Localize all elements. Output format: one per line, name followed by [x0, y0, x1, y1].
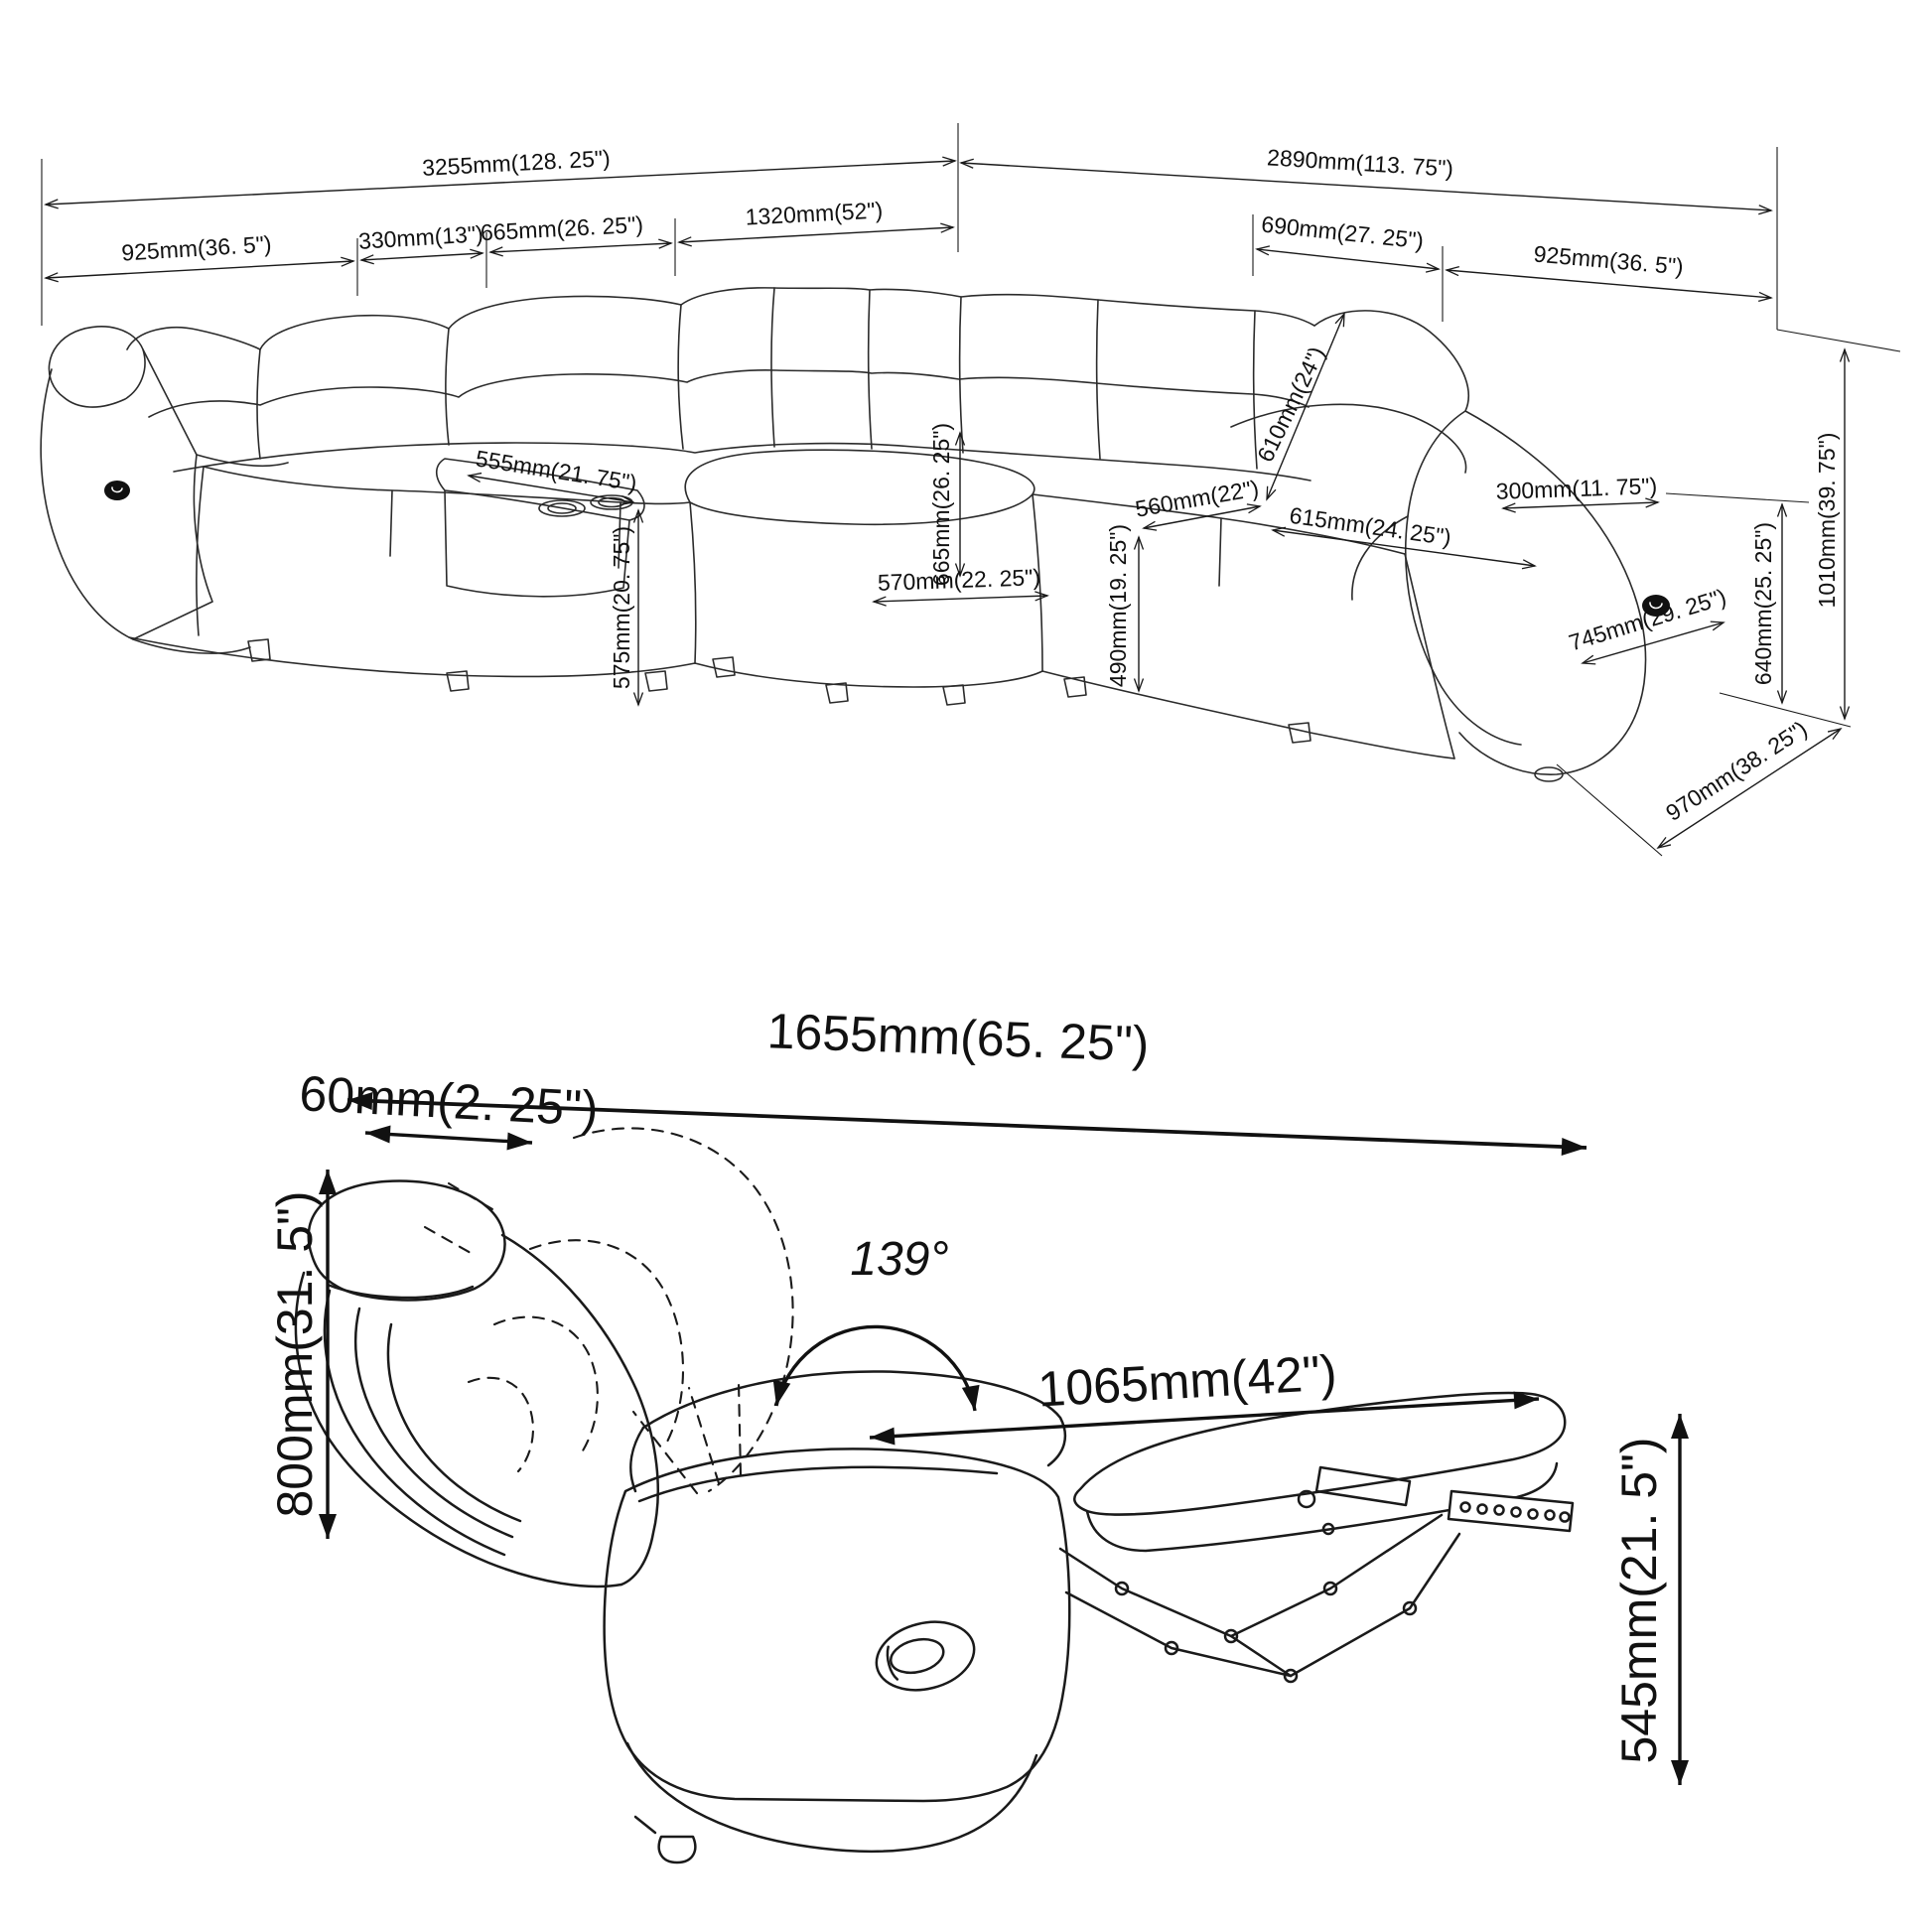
recliner-foot-glide: [659, 1837, 696, 1863]
dim-label-width-left-total: 3255mm(128. 25"): [421, 145, 612, 181]
recliner-arm-seam: [639, 1467, 997, 1501]
dim-label-console-width: 330mm(13"): [357, 220, 484, 254]
sofa-front-edge: [690, 502, 696, 663]
dim-label-overall-depth: 970mm(38. 25"): [1661, 715, 1812, 826]
dim-label-armrest-height: 640mm(25. 25"): [1750, 521, 1776, 686]
dim-label-right-seat-width: 615mm(24. 25"): [1288, 501, 1453, 551]
recliner-seat-cushion: [630, 1428, 643, 1491]
sofa-back-seam: [1097, 300, 1100, 459]
sofa-back-seam: [771, 288, 774, 447]
dim-label-wall-clearance: 60mm(2. 25"): [298, 1065, 600, 1137]
sofa-back-seam: [869, 290, 872, 449]
recliner-headrest: [309, 1180, 505, 1300]
recline-angle-arc: [776, 1326, 975, 1411]
dim-label-recline-angle: 139°: [850, 1233, 949, 1286]
dim-label-armrest-length: 745mm(29. 25"): [1566, 583, 1729, 656]
recliner-release-handle-icon: [870, 1612, 982, 1700]
dim-line: [361, 253, 483, 260]
sofa-front-edge: [1405, 554, 1454, 759]
dim-label-recliner-overall-height: 800mm(31. 5"): [267, 1190, 323, 1518]
sofa-back-top-edge: [127, 288, 1314, 349]
dim-label-right-arm-seat-width: 925mm(36. 5"): [1532, 240, 1685, 280]
dim-line: [1447, 270, 1771, 298]
recline-ghost-outlines: [425, 1128, 793, 1493]
dim-label-left-seat-width: 665mm(26. 25"): [480, 210, 644, 246]
recliner-diagram: [267, 1003, 1680, 1863]
dim-label-corner-seat-width: 570mm(22. 25"): [877, 564, 1041, 596]
power-button-icon: [104, 481, 130, 500]
dim-label-left-arm-seat-width: 925mm(36. 5"): [120, 230, 273, 266]
sectional-diagram: [41, 123, 1900, 856]
recliner-base-edge: [635, 1817, 655, 1833]
dim-label-armrest-width: 300mm(11. 75"): [1495, 473, 1658, 504]
dim-label-width-right-total: 2890mm(113. 75"): [1266, 144, 1454, 182]
dim-label-seat-depth: 560mm(22"): [1133, 475, 1261, 522]
dim-label-console-depth: 555mm(21. 75"): [474, 445, 639, 496]
dim-line: [365, 1133, 532, 1143]
dim-label-corner-seat-depth: 665mm(26. 25"): [928, 422, 954, 587]
sofa-midback-seam: [174, 443, 1311, 481]
sofa-back-seam: [960, 297, 963, 453]
sofa-cushion-divider: [1219, 518, 1221, 586]
recliner-arm-panel: [605, 1449, 1070, 1801]
recliner-dimension-lines: [328, 1100, 1680, 1785]
dim-line: [46, 261, 353, 278]
sofa-back-seam: [446, 329, 449, 445]
dim-line: [1503, 502, 1658, 508]
recliner-seat-cushion: [643, 1371, 1065, 1465]
dim-label-reclined-total-length: 1655mm(65. 25"): [765, 1003, 1151, 1072]
sofa-corner-seat: [685, 450, 1035, 524]
dim-label-overall-height: 1010mm(39. 75"): [1814, 432, 1840, 609]
sofa-base-corner: [695, 663, 1042, 687]
sectional-dimension-labels: [121, 144, 1840, 826]
dim-label-back-height-diagonal: 610mm(24"): [1251, 342, 1330, 467]
dim-label-console-height: 575mm(20. 75"): [609, 525, 634, 690]
dim-label-right-inner-width: 690mm(27. 25"): [1260, 210, 1426, 254]
dim-line: [874, 596, 1047, 602]
sofa-cushion-divider: [390, 490, 392, 556]
recliner-footrest-plate: [1449, 1491, 1573, 1531]
sofa-back-seam: [678, 305, 683, 449]
dim-line: [679, 227, 953, 242]
dim-label-left-inner-width: 1320mm(52"): [745, 197, 884, 230]
dim-label-footrest-height: 545mm(21. 5"): [1611, 1437, 1667, 1764]
dim-label-seat-to-footrest-length: 1065mm(42"): [1035, 1344, 1338, 1418]
sofa-feet: [248, 639, 1311, 743]
dim-line: [490, 243, 671, 252]
dim-label-seat-height: 490mm(19. 25"): [1105, 523, 1131, 688]
sofa-left-arm: [41, 327, 288, 653]
sofa-headrest-seam: [149, 370, 1309, 417]
